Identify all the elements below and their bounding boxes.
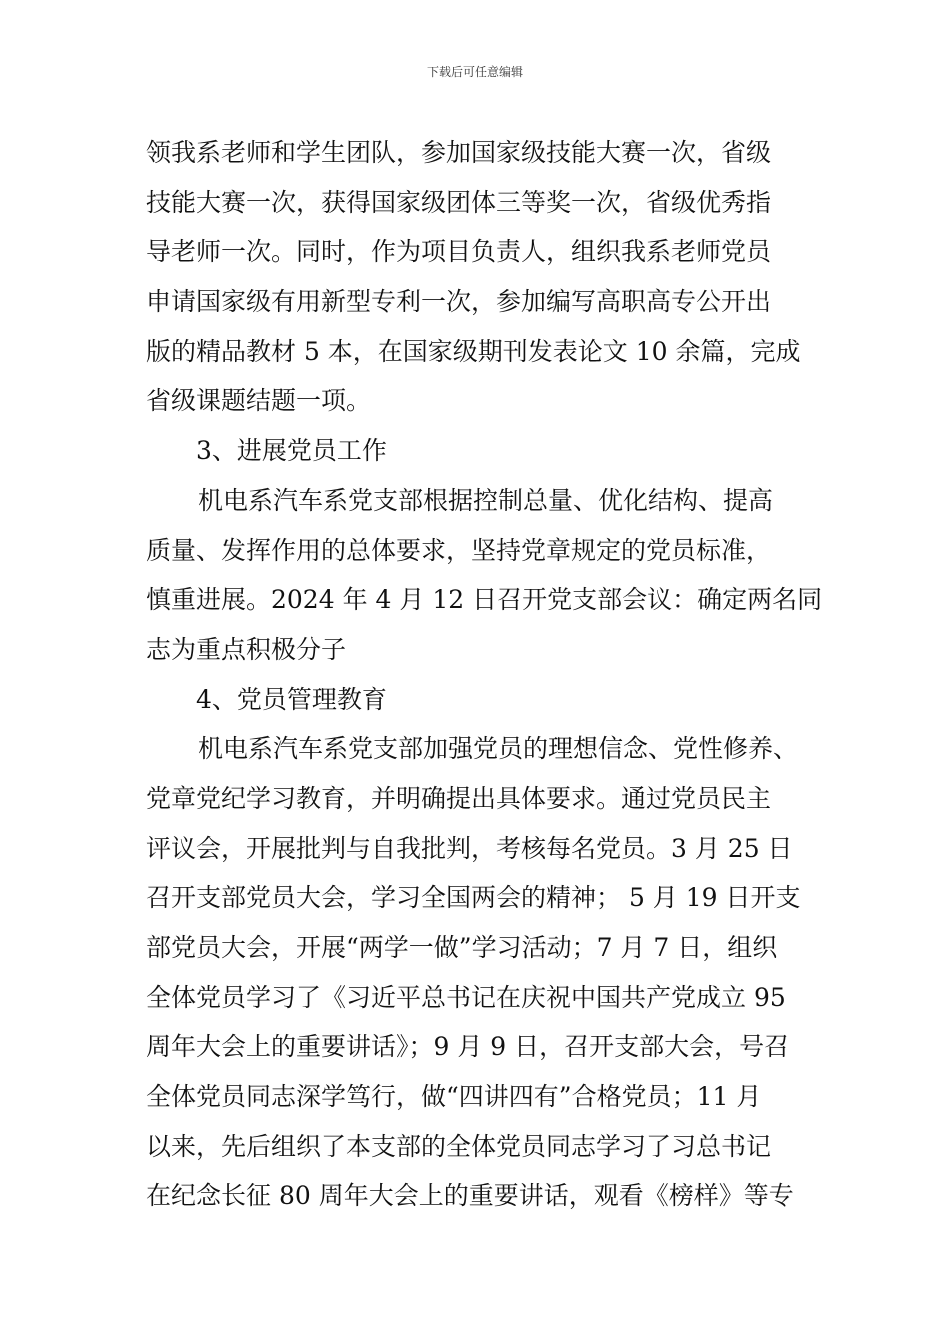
text-line: 全体党员学习了《习近平总书记在庆祝中国共产党成立 95: [146, 982, 786, 1012]
text-line: 周年大会上的重要讲话》；9 月 9 日，召开支部大会，号召: [146, 1032, 790, 1062]
page-header: 下载后可任意编辑: [426, 65, 523, 79]
text-line: 志为重点积极分子: [146, 634, 347, 664]
text-line: 全体党员同志深学笃行，做“四讲四有”合格党员；11 月: [146, 1082, 762, 1112]
text-line: 导老师一次。同时，作为项目负责人，组织我系老师党员: [146, 237, 772, 267]
text-line: 申请国家级有用新型专利一次，参加编写高职高专公开出: [146, 287, 772, 317]
document-body: [146, 128, 846, 1221]
text-line: 召开支部党员大会，学习全国两会的精神； 5 月 19 日开支: [146, 883, 801, 913]
paragraph-start: 机电系汽车系党支部根据控制总量、优化结构、提高: [198, 485, 774, 515]
text-line: 领我系老师和学生团队，参加国家级技能大赛一次，省级: [146, 138, 772, 167]
text-line: 评议会，开展批判与自我批判，考核每名党员。3 月 25 日: [146, 833, 793, 863]
text-line: 在纪念长征 80 周年大会上的重要讲话，观看《榜样》等专: [146, 1181, 794, 1211]
text-line: 慎重进展。2024 年 4 月 12 日召开党支部会议：确定两名同: [146, 585, 823, 615]
text-line: 省级课题结题一项。: [146, 386, 372, 416]
text-line: 党章党纪学习教育，并明确提出具体要求。通过党员民主: [146, 783, 772, 813]
text-line: 版的精品教材 5 本，在国家级期刊发表论文 10 余篇，完成: [146, 336, 801, 366]
section-heading-4: 4、党员管理教育: [196, 684, 387, 714]
section-heading-3: 3、进展党员工作: [196, 436, 387, 466]
text-line: 技能大赛一次，获得国家级团体三等奖一次，省级优秀指: [146, 187, 772, 217]
text-line: 以来，先后组织了本支部的全体党员同志学习了习总书记: [146, 1131, 772, 1161]
text-line: 部党员大会，开展“两学一做”学习活动；7 月 7 日，组织: [146, 933, 778, 962]
paragraph-start: 机电系汽车系党支部加强党员的理想信念、党性修养、: [198, 734, 799, 764]
text-line: 质量、发挥作用的总体要求，坚持党章规定的党员标准，: [146, 535, 772, 565]
